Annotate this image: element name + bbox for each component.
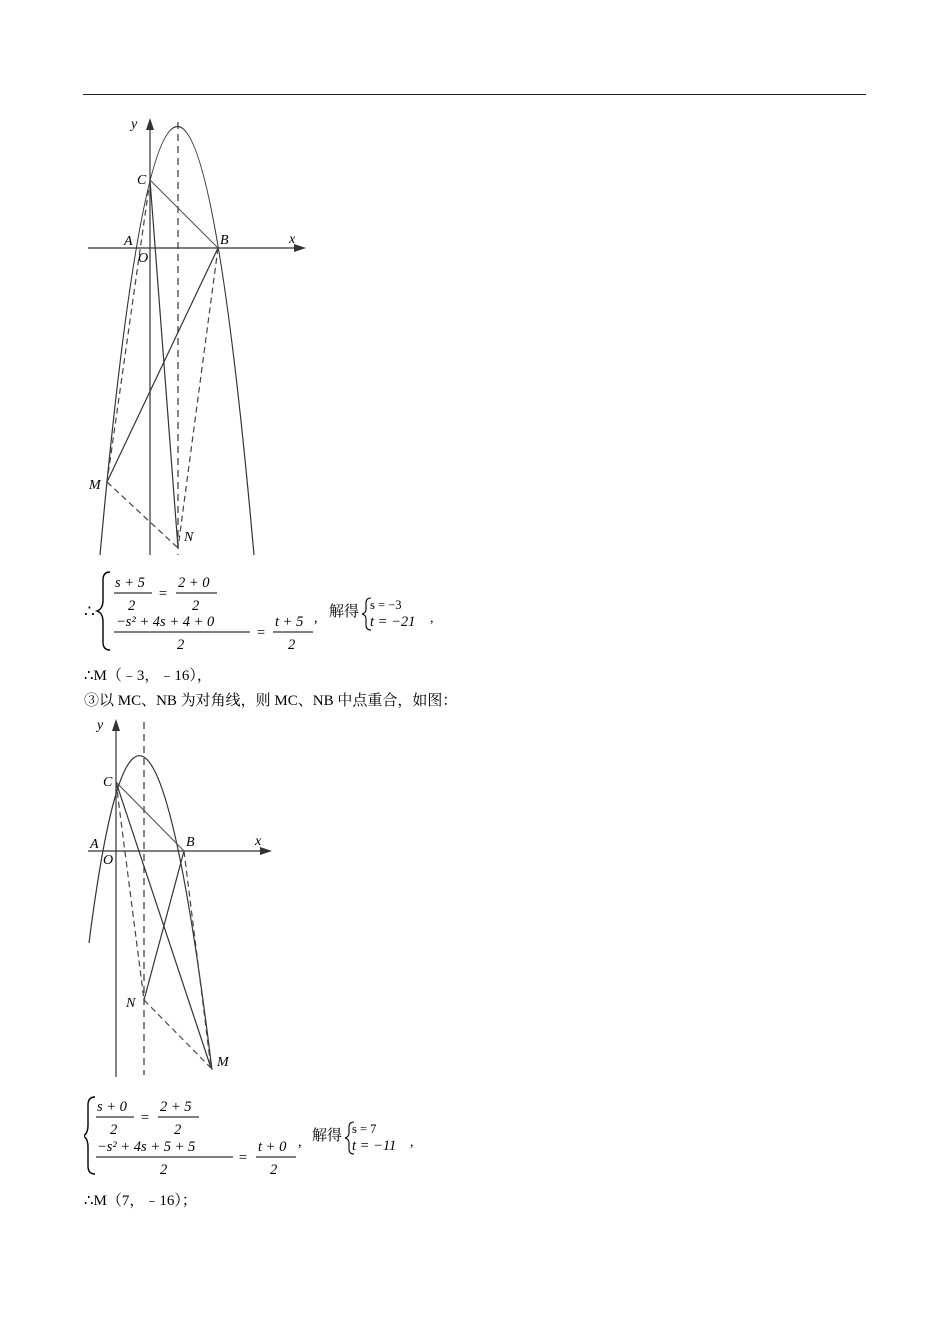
equation-system-1 xyxy=(84,568,444,658)
label-y: y xyxy=(131,117,138,132)
eq1-lhs-num: s + 5 xyxy=(115,575,145,591)
segment-BN-dashed xyxy=(178,248,218,548)
label-C: C xyxy=(103,775,113,790)
eq1-lhs-num: s + 0 xyxy=(97,1099,127,1115)
eq1-rhs-den: 2 xyxy=(192,598,200,614)
result-line-1: ∴M（﹣3，﹣16）， xyxy=(84,668,212,684)
label-x: x xyxy=(289,232,296,247)
segment-MB xyxy=(107,248,218,482)
solution-comma: , xyxy=(410,1135,414,1150)
segment-NM-dashed xyxy=(144,1000,211,1068)
eq2-lhs-den: 2 xyxy=(160,1162,168,1178)
eq1-rhs-den: 2 xyxy=(174,1122,182,1138)
segment-MN-dashed xyxy=(107,482,178,548)
label-M: M xyxy=(89,478,101,493)
eq-comma: , xyxy=(314,610,318,626)
svg-text:=: = xyxy=(158,586,168,602)
parabola-curve xyxy=(100,127,254,556)
label-O: O xyxy=(138,251,149,266)
segment-CN xyxy=(150,180,178,548)
left-brace-icon xyxy=(97,572,110,650)
label-N: N xyxy=(126,996,136,1011)
eq2-lhs-den: 2 xyxy=(177,637,185,653)
solution-comma: , xyxy=(430,611,434,626)
equation-system-2 xyxy=(84,1092,444,1182)
figure-1-parabola-graph xyxy=(80,110,320,560)
label-O: O xyxy=(103,853,114,868)
eq2-rhs-den: 2 xyxy=(270,1162,278,1178)
eq1-lhs-den: 2 xyxy=(110,1122,118,1138)
svg-text:=: = xyxy=(256,625,266,641)
eq2-rhs-num: t + 0 xyxy=(258,1139,287,1155)
label-M: M xyxy=(217,1055,229,1070)
eq2-lhs-num: −s² + 4s + 4 + 0 xyxy=(116,614,215,630)
eq-comma: , xyxy=(298,1134,302,1150)
solve-word: 解得 xyxy=(312,1128,343,1144)
segment-CB xyxy=(116,782,184,851)
y-axis-arrow-icon xyxy=(146,118,154,130)
y-axis-arrow-icon xyxy=(112,719,120,731)
svg-text:=: = xyxy=(140,1110,150,1126)
solution-t: t = −21 xyxy=(370,614,416,630)
label-x: x xyxy=(255,834,262,849)
segment-CB xyxy=(150,180,218,248)
label-y: y xyxy=(97,718,104,733)
therefore-symbol: ∴ xyxy=(84,602,95,621)
eq2-rhs-den: 2 xyxy=(288,637,296,653)
eq2-lhs-num: −s² + 4s + 5 + 5 xyxy=(97,1139,196,1155)
label-B: B xyxy=(220,233,229,248)
header-rule xyxy=(83,94,866,95)
solution-t: t = −11 xyxy=(352,1138,397,1154)
eq1-lhs-den: 2 xyxy=(128,598,136,614)
x-axis-arrow-icon xyxy=(294,244,306,252)
x-axis-arrow-icon xyxy=(260,847,272,855)
label-A: A xyxy=(90,837,99,852)
segment-NB xyxy=(144,851,184,1000)
eq1-rhs-num: 2 + 0 xyxy=(178,575,210,591)
left-brace-icon xyxy=(84,1097,95,1174)
parabola-curve xyxy=(89,756,212,1070)
label-B: B xyxy=(186,835,195,850)
solve-word: 解得 xyxy=(329,604,360,620)
eq2-rhs-num: t + 5 xyxy=(275,614,304,630)
svg-text:=: = xyxy=(238,1150,248,1166)
solution-s: s = 7 xyxy=(352,1122,377,1136)
label-N: N xyxy=(184,530,194,545)
segment-CN-dashed xyxy=(116,782,144,1000)
eq1-rhs-num: 2 + 5 xyxy=(160,1099,192,1115)
solution-s: s = −3 xyxy=(370,598,402,612)
figure-2-parabola-graph xyxy=(84,712,284,1082)
segment-CM xyxy=(116,782,211,1068)
result-line-2: ∴M（7，﹣16）； xyxy=(84,1193,197,1209)
label-A: A xyxy=(124,234,133,249)
label-C: C xyxy=(137,173,147,188)
case-3-description: ③以 MC、NB 为对角线，则 MC、NB 中点重合，如图： xyxy=(84,693,458,709)
